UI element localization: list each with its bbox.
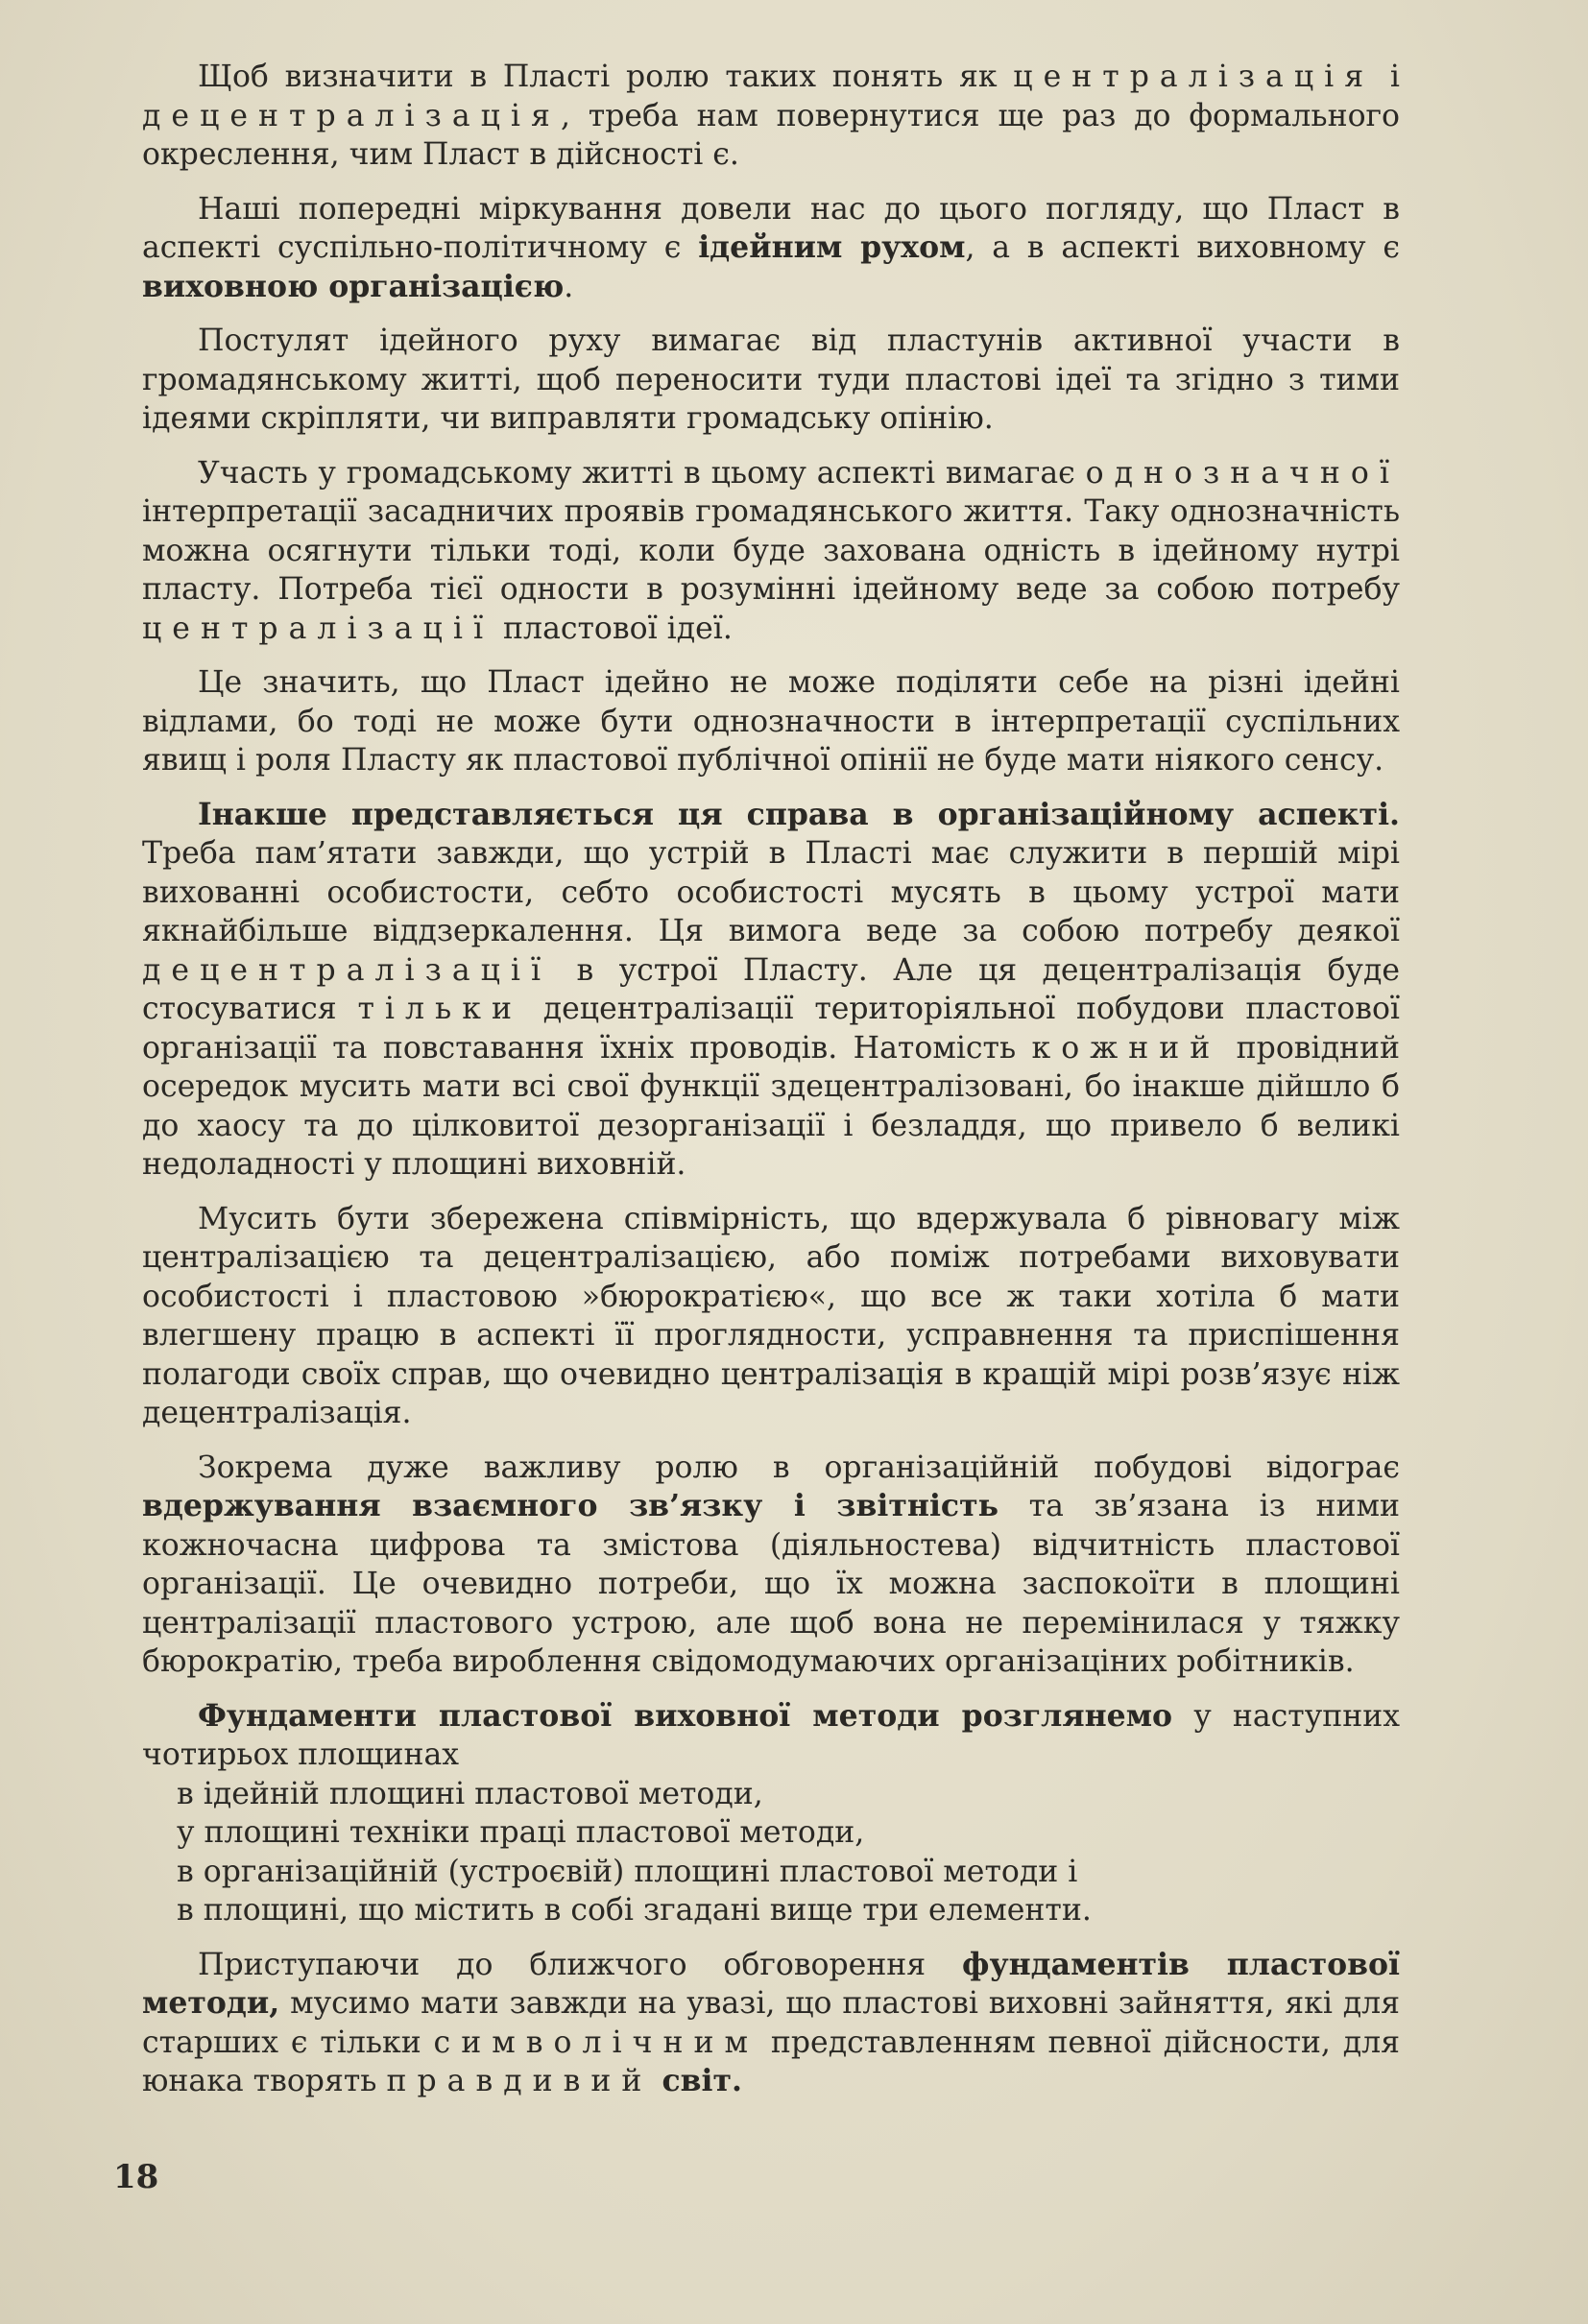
spaced-term: централізація (1013, 60, 1375, 94)
paragraph-2: Наші попередні міркування довели нас до цього погляду, що Пласт в аспекті суспільно-політичному є ідейним рухом, а в аспекті виховному є виховною організацією. (142, 191, 1400, 304)
spaced-term: децентралізація (142, 98, 561, 133)
list-item: в площині, що містить в собі згадані вище три елементи. (177, 1893, 1092, 1928)
paragraph-7: Мусить бути збережена співмірність, що вдержувала б рівновагу між централізацією та децентралізацією, або поміж потребами виховувати особистості і пластовою »бюрократією«, що все ж таки хотіла б мати влегшену працю в аспекті її проглядности, усправнення та приспішення полагоди своїх справ, що очевидно централізація в кращій мірі розв’язує ніж децентралізація. (142, 1201, 1400, 1430)
list-item: в організаційній (устроєвій) площині пластової методи і (177, 1854, 1078, 1889)
bold-term: вдержування взаємного зв’язку і звітність (142, 1488, 999, 1523)
page-number: 18 (113, 2158, 159, 2196)
bold-term: фундаментів пластової методи, (142, 1946, 1400, 2021)
paragraph-5: Це значить, що Пласт ідейно не може поділяти себе на різні ідейні відлами, бо тоді не може бути однозначности в інтерпретації суспільних явищ і роля Пласту як пластової публічної опінії не буде мати ніякого сенсу. (142, 665, 1400, 778)
bold-term: світ. (662, 2063, 742, 2098)
spaced-term: символічним (433, 2025, 759, 2060)
list-item: в ідейній площині пластової методи, (177, 1776, 763, 1811)
spaced-term: децентралізації (142, 952, 552, 988)
body-text (142, 58, 1400, 2117)
paragraph-10: Приступаючи до ближчого обговорення фундаментів пластової методи, мусимо мати завжди на увазі, що пластові виховні зайняття, які для старших є тільки символічним представленням певної дійсности, для юнака творять правдивий світ. (142, 1946, 1401, 2098)
paragraph-3: Постулят ідейного руху вимагає від пластунів активної участи в громадянському житті, щоб переносити туди пластові ідеї та згідно з тими ідеями скріпляти, чи виправляти громадську опінію. (142, 323, 1400, 436)
bold-lead: Інакше представляється ця справа в організаційному аспекті. (198, 796, 1400, 832)
spaced-term: централізації (142, 611, 494, 646)
spaced-term: однозначної (1085, 455, 1400, 491)
paragraph-6: Інакше представляється ця справа в організаційному аспекті. Треба пам’ятати завжди, що устрій в Пласті має служити в першій мірі вихованні особистости, себто особистості мусять в цьому устрої мати якнайбільше віддзеркалення. Ця вимога веде за собою потребу деякої децентралізації в устрої Пласту. Але ця децентралізація буде стосуватися тільки децентралізації територіяльної побудови пластової організації та повставання їхніх проводів. Натомість кожний провідний осередок мусить мати всі свої функції здецентралізовані, бо інакше дійшло б до хаосу та до цілковитої дезорганізації і безладдя, що привело б великі недоладності у площині виховній. (142, 796, 1400, 1182)
paragraph-4: Участь у громадському житті в цьому аспекті вимагає однозначної інтерпретації засадничих проявів громадянського життя. Таку однозначність можна осягнути тільки тоді, коли буде захована одність в ідейному нутрі пласту. Потреба тієї одности в розумінні ідейному веде за собою потребу централізації пластової ідеї. (142, 455, 1400, 646)
bold-lead: Фундаменти пластової виховної методи розглянемо (198, 1697, 1173, 1734)
spaced-term: кожний (1031, 1030, 1221, 1066)
bold-term: виховною організацією (142, 268, 565, 304)
paragraph-8: Зокрема дуже важливу ролю в організаційній побудові відограє вдержування взаємного зв’язку і звітність та зв’язана із ними кожночасна цифрова та змістова (діяльностева) відчитність пластової організації. Це очевидно потреби, що їх можна заспокоїти в площині централізації пластового устрою, але щоб вона не перемінилася у тяжку бюрократію, треба вироблення свідомодумаючих організаціних робітників. (142, 1450, 1400, 1679)
spaced-term: тільки (357, 992, 522, 1026)
paragraph-9: Фундаменти пластової виховної методи розглянемо у наступних чотирьох площинах (142, 1697, 1400, 1772)
paragraph-1: Щоб визначити в Пласті ролю таких понять як централізація і децентралізація, треба нам повернутися ще раз до формального окреслення, чим Пласт в дійсності є. (142, 60, 1400, 172)
list-item: у площині техніки праці пластової методи, (177, 1815, 865, 1850)
spaced-term: правдивий (386, 2064, 653, 2098)
bold-term: ідейним рухом (698, 229, 966, 265)
